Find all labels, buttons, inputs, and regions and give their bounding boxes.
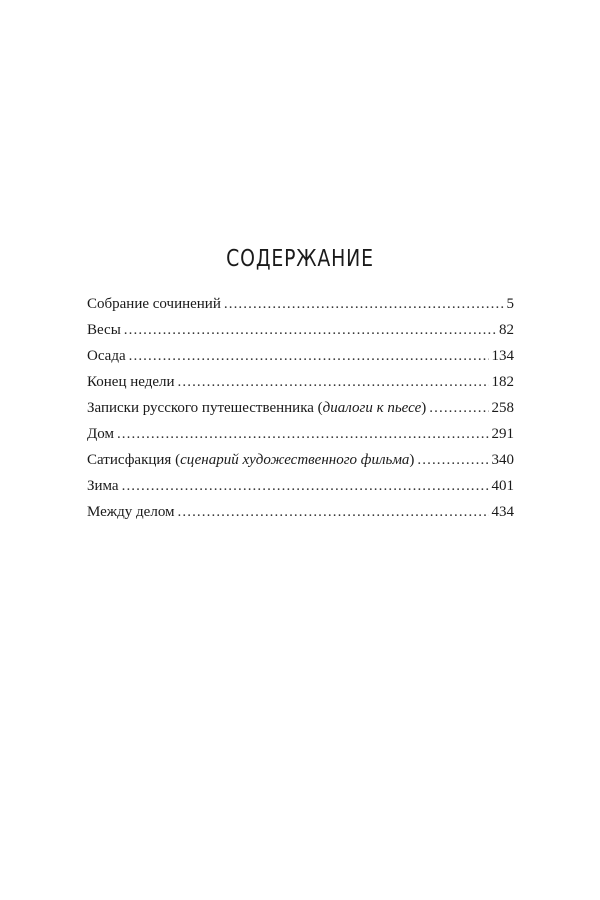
toc-entry — [87, 478, 514, 504]
toc-entry-title: Конец недели — [87, 374, 175, 390]
toc-page-number: 5 — [506, 296, 514, 312]
toc-entry-title: Сатисфакция — [87, 452, 172, 468]
dot-leader — [417, 452, 488, 469]
dot-leader — [124, 322, 496, 339]
toc-entry-title: Зима — [87, 478, 119, 494]
toc-page-number: 134 — [491, 348, 514, 364]
dot-leader — [129, 348, 489, 365]
toc-entry-title: Собрание сочинений — [87, 296, 221, 312]
toc-page-number: 340 — [491, 452, 514, 468]
toc-entry-title: Дом — [87, 426, 114, 442]
toc-entry — [87, 296, 514, 322]
toc-entry-title-with-subtitle: Записки русского путешественника (диалоги к пьесе) — [87, 400, 427, 416]
toc-entry-subtitle: сценарий художественного фильма — [180, 452, 410, 468]
dot-leader — [117, 426, 489, 443]
toc-entry — [87, 348, 514, 374]
dot-leader — [178, 374, 489, 391]
toc-page-number: 182 — [491, 374, 514, 390]
toc-entry — [87, 374, 514, 400]
toc-entry-title-with-subtitle: Сатисфакция (сценарий художественного фильма) — [87, 452, 415, 468]
table-of-contents — [87, 296, 514, 530]
toc-entry-title: Осада — [87, 348, 126, 364]
toc-entry-title: Весы — [87, 322, 121, 338]
dot-leader — [429, 400, 488, 417]
dot-leader — [178, 504, 489, 521]
toc-entry-title: Между делом — [87, 504, 175, 520]
toc-entry — [87, 322, 514, 348]
toc-page-number: 291 — [491, 426, 514, 442]
toc-entry — [87, 426, 514, 452]
toc-entry-title: Записки русского путешественника — [87, 400, 314, 416]
toc-entry — [87, 400, 514, 426]
page-title: СОДЕРЖАНИЕ — [226, 246, 374, 272]
toc-entry — [87, 504, 514, 530]
toc-entry-subtitle: диалоги к пьесе — [322, 400, 422, 416]
dot-leader — [224, 296, 504, 313]
toc-entry — [87, 452, 514, 478]
toc-page-number: 258 — [491, 400, 514, 416]
toc-page-number: 82 — [499, 322, 514, 338]
toc-page-number: 401 — [491, 478, 514, 494]
dot-leader — [122, 478, 489, 495]
toc-page-number: 434 — [491, 504, 514, 520]
